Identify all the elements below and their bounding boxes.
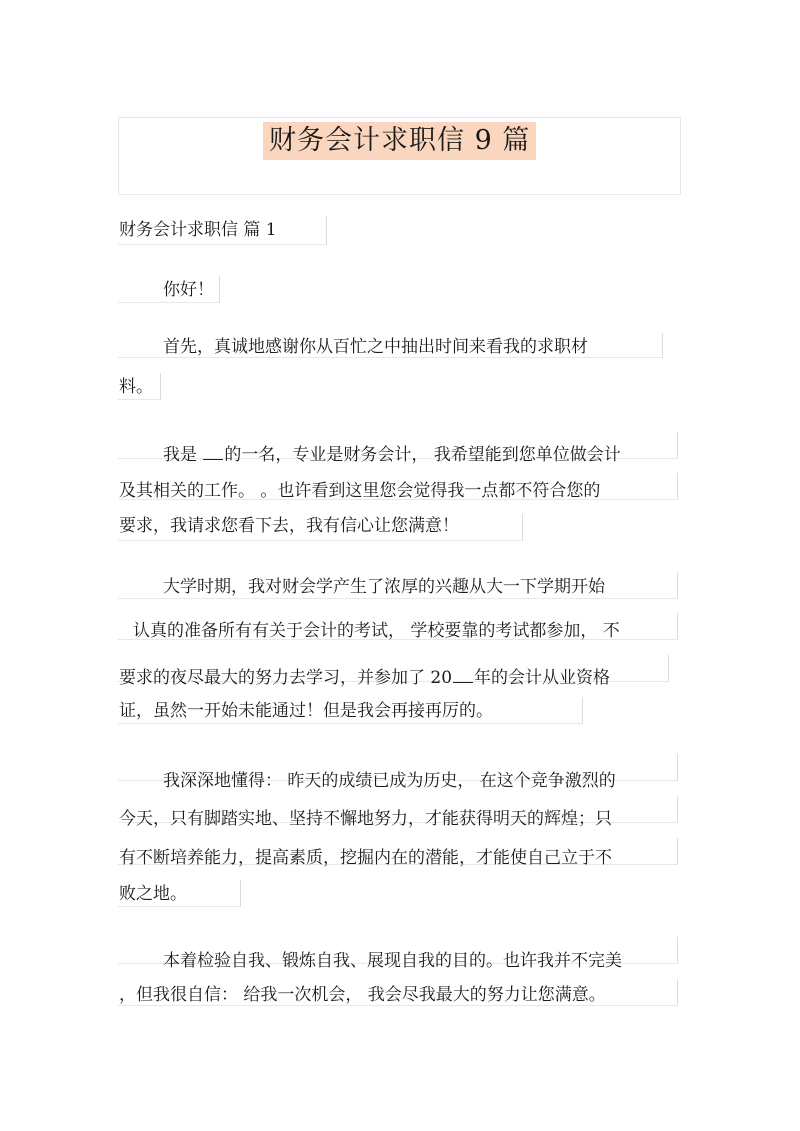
para5-line2: ，但我很自信： 给我一次机会， 我会尽我最大的努力让您满意。: [119, 985, 606, 1005]
para1-line1: 首先，真诚地感谢你从百忙之中抽出时间来看我的求职材: [163, 337, 588, 357]
para2-line3: 要求，我请求您看下去，我有信心让您满意！: [119, 516, 459, 536]
para2-line1: [163, 443, 621, 467]
document-title: 财务会计求职信 9 篇: [263, 122, 536, 160]
para3-line3: [119, 666, 610, 690]
para5-line1: 本着检验自我、锻炼自我、展现自我的目的。也许我并不完美: [163, 951, 622, 971]
para3-line2: 认真的准备所有有关于会计的考试， 学校要靠的考试都参加， 不: [133, 621, 620, 641]
para4-line1: 我深深地懂得： 昨天的成绩已成为历史， 在这个竞争激烈的: [163, 771, 616, 791]
para4-line4: 败之地。: [119, 884, 187, 904]
para3-line1: 大学时期，我对财会学产生了浓厚的兴趣从大一下学期开始: [163, 577, 605, 597]
para4-line3: 有不断培养能力，提高素质，挖掘内在的潜能，才能使自己立于不: [119, 848, 612, 868]
para2-line1-start: 我是: [163, 445, 203, 465]
fill-blank: [203, 445, 223, 460]
para3-line3-start: 要求的夜尽最大的努力去学习，并参加了 20: [119, 668, 453, 688]
para1-line2: 料。: [119, 377, 153, 397]
greeting: 你好！: [163, 280, 214, 300]
para4-line2: 今天，只有脚踏实地、坚持不懈地努力，才能获得明天的辉煌；只: [119, 809, 612, 829]
year-blank: [453, 668, 473, 683]
para3-line3-end: 年的会计从业资格: [474, 668, 611, 688]
section-heading: 财务会计求职信 篇 1: [119, 220, 277, 240]
para3-line4: 证，虽然一开始未能通过！但是我会再接再厉的。: [119, 701, 493, 721]
para2-line1-end: 的一名，专业是财务会计， 我希望能到您单位做会计: [224, 445, 621, 465]
para2-line2: 及其相关的工作。 。也许看到这里您会觉得我一点都不符合您的: [119, 481, 601, 501]
